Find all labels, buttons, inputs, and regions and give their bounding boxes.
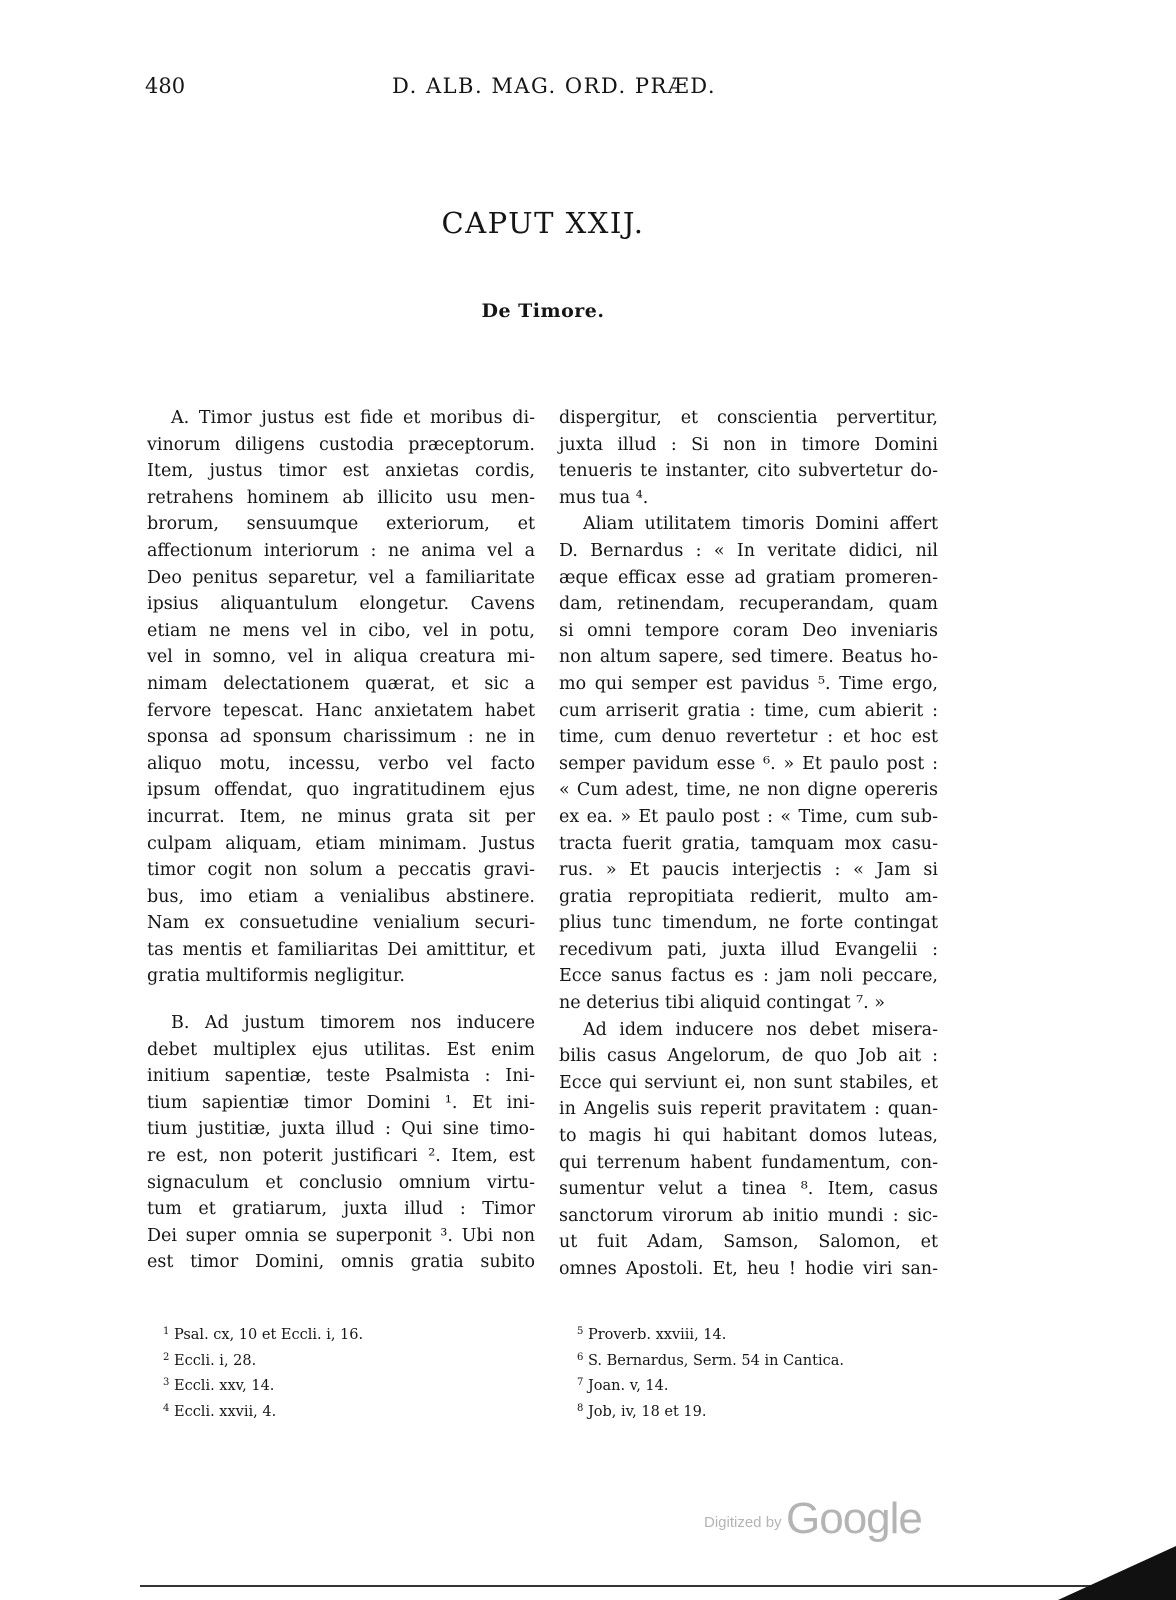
footnote xyxy=(163,1347,363,1373)
running-head: D. ALB. MAG. ORD. PRÆD. xyxy=(392,74,717,98)
text-line: debet multiplex ejus utilitas. Est enim xyxy=(147,1039,535,1060)
footnote-text: Psal. cx, 10 et Eccli. i, 16. xyxy=(173,1327,364,1343)
text-line: Item, justus timor est anxietas cordis, xyxy=(147,461,535,482)
text-line: Ecce sanus factus es : jam noli peccare, xyxy=(559,966,938,987)
text-line: rus. » Et paucis interjectis : « Jam si xyxy=(559,860,938,881)
footnote xyxy=(163,1321,363,1347)
text-line: tenueris te instanter, cito subvertetur do- xyxy=(559,461,938,482)
text-line: sponsa ad sponsum charissimum : ne in xyxy=(147,727,535,748)
footnote-text: S. Bernardus, Serm. 54 in Cantica. xyxy=(587,1352,844,1369)
footnote xyxy=(577,1321,844,1347)
footnotes-right xyxy=(577,1321,844,1423)
text-line: recedivum pati, juxta illud Evangelii : xyxy=(559,939,938,960)
footnote-text: Eccli. i, 28. xyxy=(173,1352,257,1369)
text-line: qui terrenum habent fundamentum, con- xyxy=(559,1152,938,1173)
text-line: tum et gratiarum, juxta illud : Timor xyxy=(147,1199,535,1220)
text-line: ex ea. » Et paulo post : « Time, cum sub- xyxy=(559,806,938,827)
text-line: Ecce qui serviunt ei, non sunt stabiles, et xyxy=(559,1072,938,1093)
text-line: B. Ad justum timorem nos inducere xyxy=(171,1013,535,1034)
text-line: gratia repropitiata redierit, multo am- xyxy=(559,886,938,907)
watermark-prefix: Digitized by xyxy=(704,1514,782,1531)
text-line: tas mentis et familiaritas Dei amittitur, et xyxy=(147,939,535,960)
section-title: De Timore. xyxy=(481,300,605,322)
text-line: mus tua ⁴. xyxy=(559,487,649,508)
footnote-mark: 6 xyxy=(577,1351,584,1363)
text-line: D. Bernardus : « In veritate didici, nil xyxy=(559,540,938,561)
footnote-mark: 8 xyxy=(577,1402,584,1414)
scan-corner-shadow xyxy=(1058,1546,1176,1600)
text-line: bus, imo etiam a venialibus abstinere. xyxy=(147,886,535,907)
footnote-mark: 4 xyxy=(163,1402,170,1414)
text-line: affectionum interiorum : ne anima vel a xyxy=(147,540,535,561)
footnote-text: Eccli. xxvii, 4. xyxy=(173,1403,277,1420)
text-line: si omni tempore coram Deo inveniaris xyxy=(559,620,938,641)
text-line: brorum, sensuumque exteriorum, et xyxy=(147,514,535,535)
bottom-scan-edge xyxy=(140,1585,1100,1587)
footnote-mark: 3 xyxy=(163,1377,170,1388)
text-line: Nam ex consuetudine venialium securi- xyxy=(147,913,535,934)
text-line: omnes Apostoli. Et, heu ! hodie viri san- xyxy=(559,1259,938,1279)
text-line: vinorum diligens custodia præceptorum. xyxy=(147,434,535,455)
text-line: sanctorum virorum ab initio mundi : sic- xyxy=(559,1205,938,1226)
text-line: vel in somno, vel in aliqua creatura mi- xyxy=(147,647,535,668)
text-line: ne deterius tibi aliquid contingat ⁷. » xyxy=(559,993,885,1014)
text-line: gratia multiformis negligitur. xyxy=(147,966,405,987)
page-number: 480 xyxy=(145,74,186,98)
footnote-mark: 1 xyxy=(163,1326,170,1337)
text-line: to magis hi qui habitant domos luteas, xyxy=(559,1126,938,1147)
footnote xyxy=(577,1347,844,1373)
text-line: cum arriserit gratia : time, cum abierit : xyxy=(559,700,938,721)
text-line: plius tunc timendum, ne forte contingat xyxy=(559,913,938,934)
footnote-text: Joan. v, 14. xyxy=(587,1378,669,1394)
text-line: Ad idem inducere nos debet misera- xyxy=(583,1019,938,1040)
text-line: tracta fuerit gratia, tamquam mox casu- xyxy=(559,833,938,854)
right-column xyxy=(559,405,938,1283)
text-line: incurrat. Item, ne minus grata sit per xyxy=(147,806,535,827)
text-line: Aliam utilitatem timoris Domini affert xyxy=(583,514,938,535)
footnote xyxy=(577,1398,844,1424)
text-line: timor cogit non solum a peccatis gravi- xyxy=(147,860,535,881)
text-line: tium sapientiæ timor Domini ¹. Et ini- xyxy=(147,1092,535,1113)
text-line: ipsum offendat, quo ingratitudinem ejus xyxy=(147,780,535,801)
text-line: ipsius aliquantulum elongetur. Cavens xyxy=(147,594,535,615)
footnote xyxy=(163,1398,363,1424)
text-line: ut fuit Adam, Samson, Salomon, et xyxy=(559,1232,938,1253)
text-line: bilis casus Angelorum, de quo Job ait : xyxy=(559,1046,938,1067)
google-logo: Google xyxy=(786,1494,922,1543)
footnote xyxy=(163,1372,363,1398)
text-line: æque efficax esse ad gratiam promeren- xyxy=(559,567,938,588)
text-line: re est, non poterit justificari ². Item, est xyxy=(147,1146,535,1167)
text-line: in Angelis suis reperit pravitatem : quan- xyxy=(559,1099,938,1120)
footnote-mark: 2 xyxy=(163,1351,170,1363)
footnotes-left xyxy=(163,1321,363,1423)
text-line: dam, retinendam, recuperandam, quam xyxy=(559,594,938,615)
text-line: etiam ne mens vel in cibo, vel in potu, xyxy=(147,620,535,641)
text-line: culpam aliquam, etiam minimam. Justus xyxy=(147,833,535,854)
text-line: semper pavidum esse ⁶. » Et paulo post : xyxy=(559,753,938,774)
text-line: fervore tepescat. Hanc anxietatem habet xyxy=(147,700,535,721)
text-line: mo qui semper est pavidus ⁵. Time ergo, xyxy=(559,673,938,694)
chapter-title: CAPUT XXIJ. xyxy=(441,206,645,240)
footnote-text: Eccli. xxv, 14. xyxy=(173,1378,275,1394)
footnote-mark: 7 xyxy=(577,1377,584,1388)
text-line: est timor Domini, omnis gratia subito xyxy=(147,1252,535,1273)
text-line: nimam delectationem quærat, et sic a xyxy=(147,673,535,694)
text-line: A. Timor justus est fide et moribus di- xyxy=(171,408,535,428)
text-line: aliquo motu, incessu, verbo vel facto xyxy=(147,753,535,774)
footnote-text: Proverb. xxviii, 14. xyxy=(587,1327,727,1343)
left-column xyxy=(147,405,535,1276)
text-line: « Cum adest, time, ne non digne opereris xyxy=(559,780,938,801)
digitized-watermark xyxy=(704,1494,922,1544)
text-line: signaculum et conclusio omnium virtu- xyxy=(147,1172,535,1193)
text-line: sumentur velut a tinea ⁸. Item, casus xyxy=(559,1179,938,1200)
footnote xyxy=(577,1372,844,1398)
text-line: initium sapentiæ, teste Psalmista : Ini- xyxy=(147,1066,535,1087)
text-line: Dei super omnia se superponit ³. Ubi non xyxy=(147,1225,535,1246)
text-line: time, cum denuo revertetur : et hoc est xyxy=(559,727,938,748)
text-line: dispergitur, et conscientia pervertitur, xyxy=(559,408,938,428)
text-line: retrahens hominem ab illicito usu men- xyxy=(147,487,535,508)
text-line: non altum sapere, sed timere. Beatus ho- xyxy=(559,647,938,668)
footnote-mark: 5 xyxy=(577,1326,584,1337)
text-line: tium justitiæ, juxta illud : Qui sine timo- xyxy=(147,1119,535,1140)
text-line: juxta illud : Si non in timore Domini xyxy=(559,434,938,455)
footnote-text: Job, iv, 18 et 19. xyxy=(587,1403,707,1420)
text-line: Deo penitus separetur, vel a familiaritate xyxy=(147,567,535,588)
